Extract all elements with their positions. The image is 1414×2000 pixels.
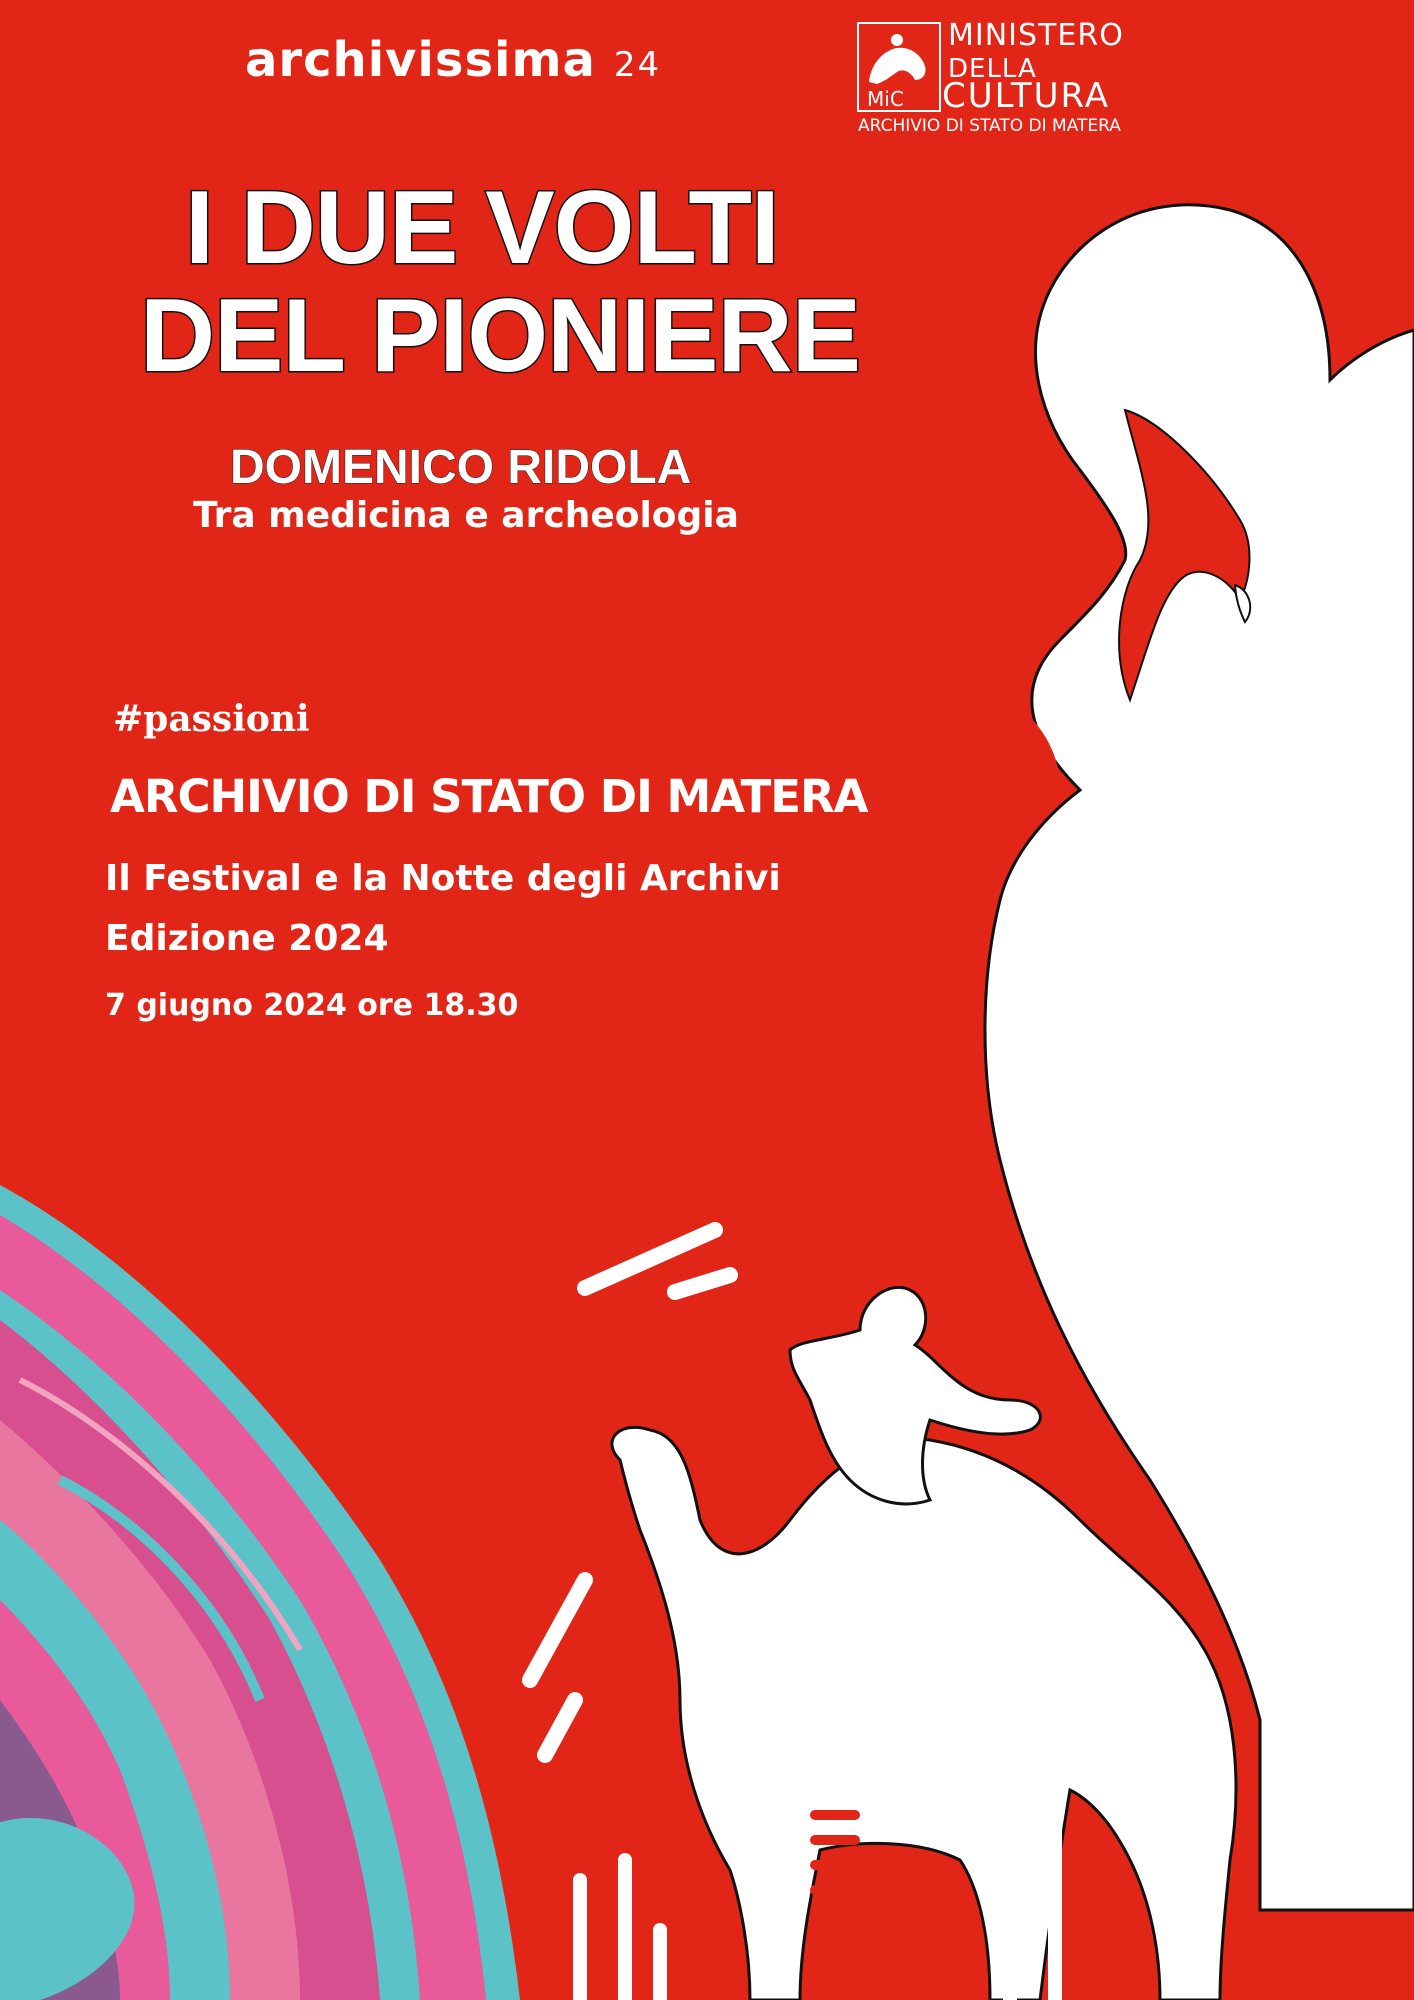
subtitle-theme: Tra medicina e archeologia <box>193 495 739 536</box>
title-line-2: DEL PIONIERE <box>140 278 861 394</box>
ministry-logo-icon <box>857 22 941 112</box>
event-edition: Edizione 2024 <box>105 918 389 959</box>
ministry-office: ARCHIVIO DI STATO DI MATERA <box>858 116 1121 136</box>
marble-swirl-decoration <box>0 1185 520 2000</box>
brand-edition: 24 <box>613 45 662 85</box>
ministry-logo-text: MiC <box>867 87 904 111</box>
ministry-line-2: DELLA <box>948 54 1037 84</box>
brand-name: archivissima <box>245 32 596 88</box>
ministry-line-1: MINISTERO <box>948 18 1124 53</box>
title-line-1: I DUE VOLTI <box>185 170 779 286</box>
event-datetime: 7 giugno 2024 ore 18.30 <box>105 988 519 1023</box>
subtitle-name: DOMENICO RIDOLA <box>230 441 692 494</box>
archivissima-brand <box>245 32 661 88</box>
ministry-line-3: CULTURA <box>942 76 1111 116</box>
event-hashtag: #passioni <box>113 698 310 740</box>
event-festival: Il Festival e la Notte degli Archivi <box>105 858 781 899</box>
event-venue: ARCHIVIO DI STATO DI MATERA <box>110 770 868 823</box>
